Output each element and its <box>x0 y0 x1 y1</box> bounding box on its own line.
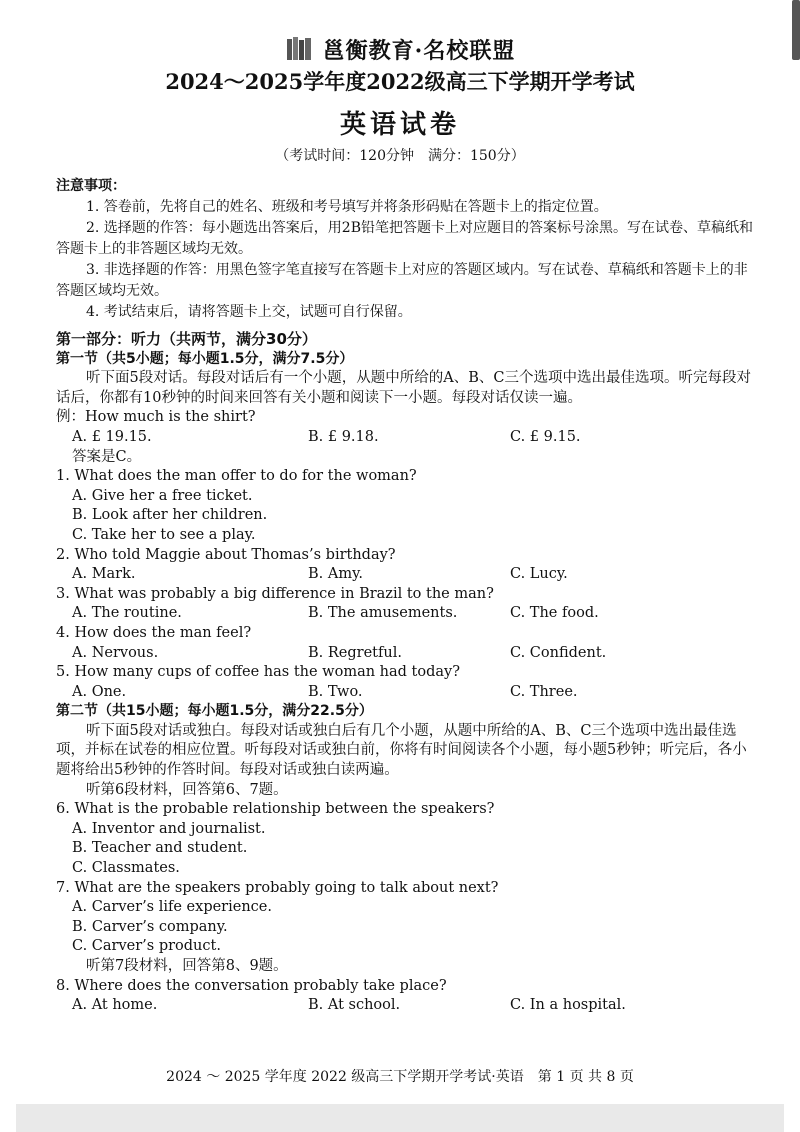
listening-cue: 听第6段材料，回答第6、7题。 <box>86 781 288 798</box>
option: A. One. <box>72 683 127 700</box>
option: B. Regretful. <box>308 644 402 661</box>
option: C. £ 9.15. <box>510 428 581 445</box>
option: A. £ 19.15. <box>72 428 152 445</box>
option: B. Amy. <box>308 566 363 583</box>
bottom-bar <box>16 1104 784 1132</box>
option: C. Three. <box>510 683 578 700</box>
section1-title: 第一节（共5小题；每小题1.5分，满分7.5分） <box>56 350 354 367</box>
question-3-options <box>56 604 756 624</box>
notice-item: 2. 选择题的作答：每小题选出答案后，用2B铅笔把答题卡上对应题目的答案标号涂黑。写在试卷、草稿纸和答题卡上的非答题区域均无效。 <box>56 220 754 257</box>
option: A. Carver’s life experience. <box>72 899 272 916</box>
option: C. Take her to see a play. <box>72 526 256 543</box>
option: A. The routine. <box>72 605 182 622</box>
option: B. Carver’s company. <box>72 918 228 935</box>
notice-block <box>56 176 756 323</box>
option: C. The food. <box>510 605 599 622</box>
question-4: 4. How does the man feel? <box>56 624 252 641</box>
question-7: 7. What are the speakers probably going to talk about next? <box>56 879 499 896</box>
option: C. Confident. <box>510 644 607 661</box>
notice-title: 注意事项： <box>56 178 126 194</box>
question-3: 3. What was probably a big difference in Brazil to the man? <box>56 585 494 602</box>
option: A. Give her a free ticket. <box>72 487 253 504</box>
listening-part <box>56 330 756 1016</box>
option: C. Classmates. <box>72 860 180 877</box>
question-2: 2. Who told Maggie about Thomas’s birthday? <box>56 546 396 563</box>
option: C. Carver’s product. <box>72 938 221 955</box>
section2-title: 第二节（共15小题；每小题1.5分，满分22.5分） <box>56 703 373 720</box>
question-8: 8. Where does the conversation probably take place? <box>56 977 447 994</box>
brand-text: 邕衡教育·名校联盟 <box>322 38 516 64</box>
section2-instructions: 听下面5段对话或独白。每段对话或独白后有几个小题，从题中所给的A、B、C三个选项中选出最佳选项，并标在试卷的相应位置。听每段对话或独白前，你将有时间阅读各个小题，每小题5秒钟；听完后，各小题将给出5秒钟的作答时间。每段对话或独白读两遍。 <box>56 722 747 779</box>
notice-item: 3. 非选择题的作答：用黑色签字笔直接写在答题卡上对应的答题区域内。写在试卷、草稿纸和答题卡上的非答题区域均无效。 <box>56 262 748 299</box>
part1-title: 第一部分：听力（共两节，满分30分） <box>56 330 317 348</box>
option: C. In a hospital. <box>510 997 626 1014</box>
books-logo-icon <box>285 36 315 62</box>
exam-meta: （考试时间：120分钟 满分：150分） <box>275 148 525 164</box>
section1-instructions: 听下面5段对话。每段对话后有一个小题，从题中所给的A、B、C三个选项中选出最佳选项。听完每段对话后，你都有10秒钟的时间来回答有关小题和阅读下一小题。每段对话仅读一遍。 <box>56 370 751 406</box>
option: B. £ 9.18. <box>308 428 379 445</box>
question-4-options <box>56 644 756 664</box>
question-5: 5. How many cups of coffee has the woman had today? <box>56 664 460 681</box>
subject-title: 英语试卷 <box>339 110 460 140</box>
option: C. Lucy. <box>510 566 568 583</box>
option: A. At home. <box>72 997 158 1014</box>
question-5-options <box>56 683 756 703</box>
notice-item: 1. 答卷前，先将自己的姓名、班级和考号填写并将条形码贴在答题卡上的指定位置。 <box>86 199 608 215</box>
question-8-options <box>56 996 756 1016</box>
notice-item: 4. 考试结束后，请将答题卡上交，试题可自行保留。 <box>86 304 412 320</box>
example-options <box>56 428 756 448</box>
option: A. Mark. <box>72 566 136 583</box>
question-6: 6. What is the probable relationship between the speakers? <box>56 801 495 818</box>
option: A. Nervous. <box>72 644 159 661</box>
brand-header <box>0 34 800 65</box>
listening-cue: 听第7段材料，回答第8、9题。 <box>86 958 288 974</box>
example-question: 例：How much is the shirt? <box>56 409 256 426</box>
option: B. Two. <box>308 683 363 700</box>
option: B. The amusements. <box>308 605 458 622</box>
question-2-options <box>56 565 756 585</box>
exam-title: 2024～2025学年度2022级高三下学期开学考试 <box>165 69 635 94</box>
option: B. Look after her children. <box>72 507 268 524</box>
question-1: 1. What does the man offer to do for the woman? <box>56 468 417 485</box>
page-footer: 2024 ～ 2025 学年度 2022 级高三下学期开学考试·英语 第 1 页 共 8 页 <box>166 1069 634 1085</box>
option: B. Teacher and student. <box>72 840 248 857</box>
option: A. Inventor and journalist. <box>72 820 266 837</box>
option: B. At school. <box>308 997 401 1014</box>
example-answer: 答案是C。 <box>72 448 142 465</box>
